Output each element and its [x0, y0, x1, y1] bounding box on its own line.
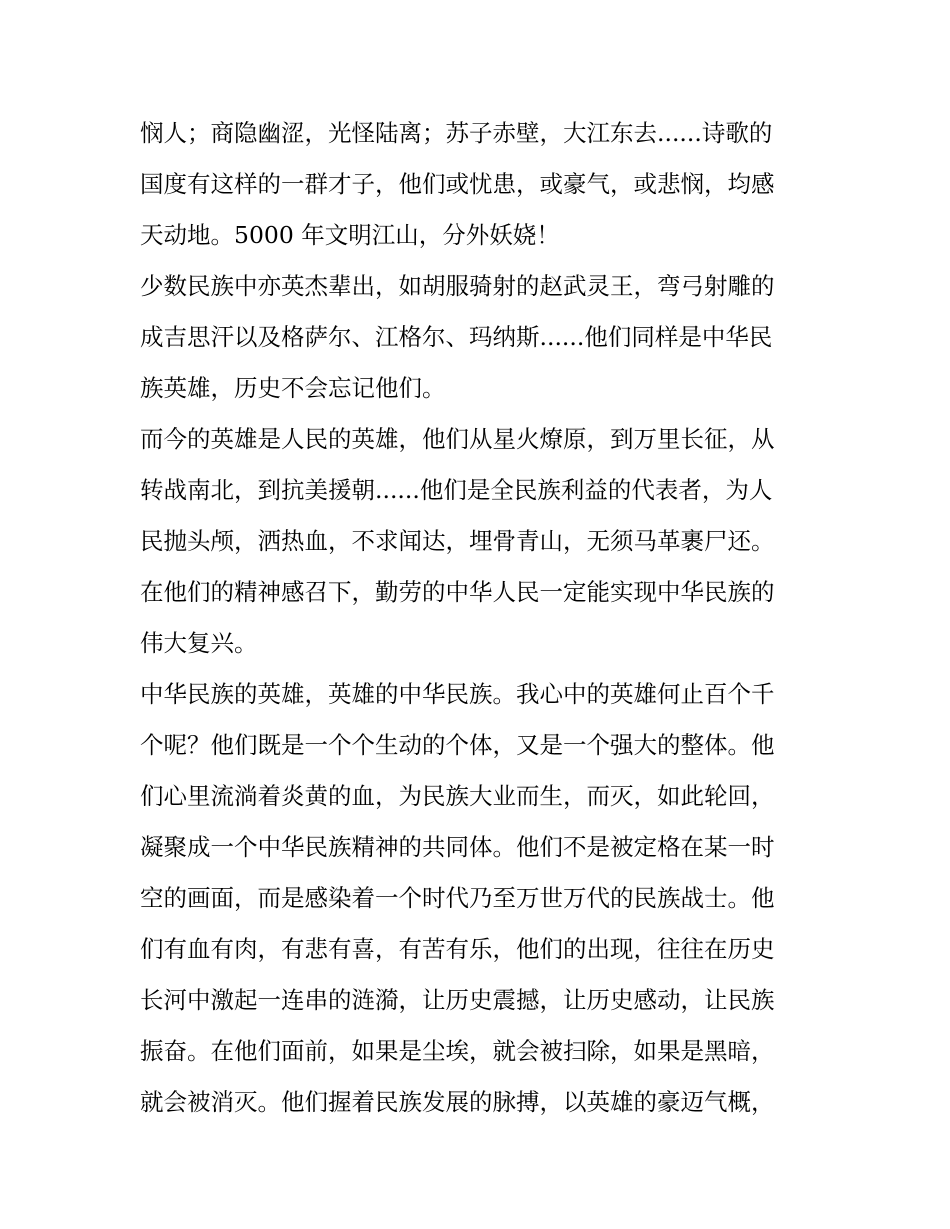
text-line: 振奋。在他们面前，如果是尘埃，就会被扫除，如果是黑暗，	[140, 1037, 775, 1065]
text-line: 成吉思汗以及格萨尔、江格尔、玛纳斯......他们同样是中华民	[140, 323, 773, 351]
text-line: 族英雄，历史不会忘记他们。	[140, 374, 446, 402]
text-line: 们心里流淌着炎黄的血，为民族大业而生，而灭，如此轮回，	[140, 782, 775, 810]
text-line: 中华民族的英雄，英雄的中华民族。我心中的英雄何止百个千	[140, 680, 775, 708]
text-line: 在他们的精神感召下，勤劳的中华人民一定能实现中华民族的	[140, 578, 775, 606]
text-line: 空的画面，而是感染着一个时代乃至万世万代的民族战士。他	[140, 884, 775, 912]
text-line: 民抛头颅，洒热血，不求闻达，埋骨青山，无须马革裹尸还。	[140, 527, 775, 555]
text-line: 转战南北，到抗美援朝......他们是全民族利益的代表者，为人	[140, 476, 773, 504]
text-line: 悯人；商隐幽涩，光怪陆离；苏子赤壁，大江东去......诗歌的	[140, 119, 773, 147]
text-line: 们有血有肉，有悲有喜，有苦有乐，他们的出现，往往在历史	[140, 935, 775, 963]
text-line: 天动地。5000 年文明江山，分外妖娆！	[140, 221, 560, 249]
text-line: 凝聚成一个中华民族精神的共同体。他们不是被定格在某一时	[140, 833, 775, 861]
text-line: 而今的英雄是人民的英雄，他们从星火燎原，到万里长征，从	[140, 425, 775, 453]
text-line: 少数民族中亦英杰辈出，如胡服骑射的赵武灵王，弯弓射雕的	[140, 272, 775, 300]
text-line: 就会被消灭。他们握着民族发展的脉搏，以英雄的豪迈气概，	[140, 1088, 775, 1116]
body-text	[140, 108, 815, 1128]
text-line: 长河中激起一连串的涟漪，让历史震撼，让历史感动，让民族	[140, 986, 775, 1014]
text-line: 个呢？他们既是一个个生动的个体，又是一个强大的整体。他	[140, 731, 775, 759]
text-line: 国度有这样的一群才子，他们或忧患，或豪气，或悲悯，均感	[140, 170, 775, 198]
text-line: 伟大复兴。	[140, 629, 258, 657]
